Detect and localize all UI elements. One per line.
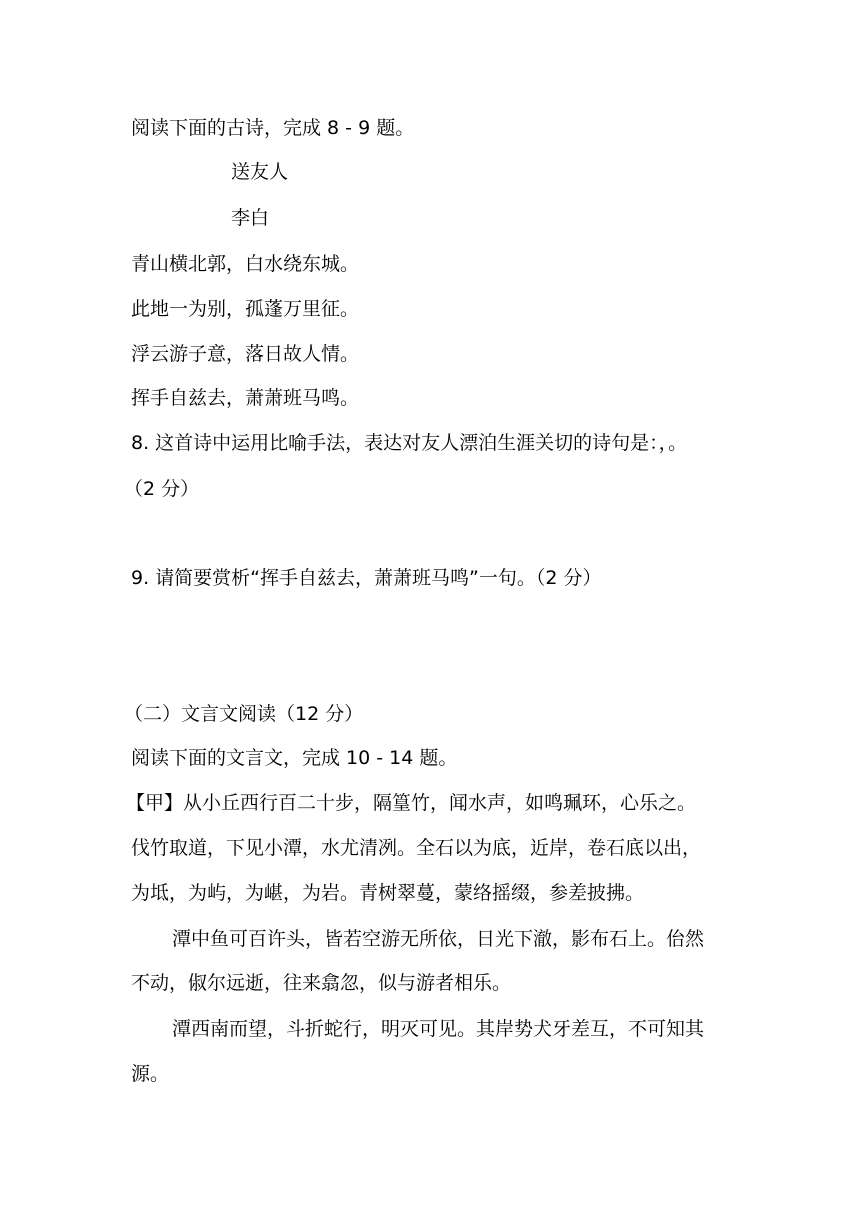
poem-author: 李白 xyxy=(231,207,270,229)
poem-title: 送友人 xyxy=(231,161,289,183)
poem-line: 此地一为别，孤蓬万里征。 xyxy=(131,298,360,320)
passage-line: 不动，俶尔远逝，往来翕忽，似与游者相乐。 xyxy=(131,972,512,994)
passage-line: 伐竹取道，下见小潭，水尤清冽。全石以为底，近岸，卷石底以出， xyxy=(131,837,702,859)
passage-line: 潭中鱼可百许头，皆若空游无所依，日光下澈，影布石上。佁然 xyxy=(172,928,705,950)
poem-line: 浮云游子意，落日故人情。 xyxy=(131,343,360,365)
poem-instruction: 阅读下面的古诗，完成 8 - 9 题。 xyxy=(131,117,415,139)
passage-line: 潭西南而望，斗折蛇行，明灭可见。其岸势犬牙差互，不可知其 xyxy=(172,1018,705,1040)
question-8-line1: 8. 这首诗中运用比喻手法，表达对友人漂泊生涯关切的诗句是：，。 xyxy=(131,432,688,454)
poem-line: 青山横北郭，白水绕东城。 xyxy=(131,253,360,275)
classical-instruction: 阅读下面的文言文，完成 10 - 14 题。 xyxy=(131,747,458,769)
question-9: 9. 请简要赏析“挥手自兹去，萧萧班马鸣”一句。（2 分） xyxy=(131,567,602,589)
passage-line: 【甲】从小丘西行百二十步，隔篁竹，闻水声，如鸣珮环，心乐之。 xyxy=(126,792,697,814)
section-heading: （二）文言文阅读（12 分） xyxy=(124,703,364,725)
question-8-line2: （2 分） xyxy=(124,478,200,500)
passage-line: 为坻，为屿，为嵁，为岩。青树翠蔓，蒙络摇缀，参差披拂。 xyxy=(131,882,645,904)
passage-line: 源。 xyxy=(131,1063,170,1085)
poem-line: 挥手自兹去，萧萧班马鸣。 xyxy=(131,387,360,409)
